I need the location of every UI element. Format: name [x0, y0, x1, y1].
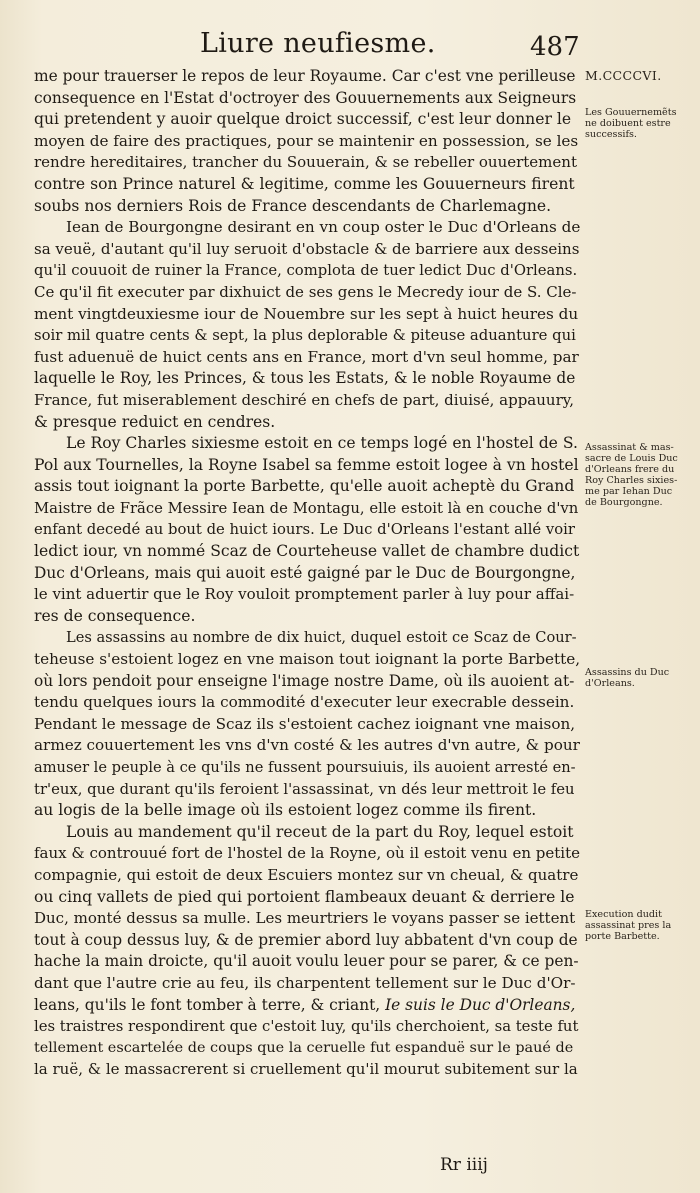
text-line-content: enfant decedé au bout de huict iours. Le Duc d'Orleans l'estant allé voir [34, 521, 575, 539]
text-line [34, 887, 580, 909]
text-line [34, 66, 580, 88]
text-line [34, 412, 580, 434]
text-line-content: soubs nos derniers Rois de France descendants de Charlemagne. [34, 196, 552, 215]
text-line [34, 390, 580, 412]
text-line-content: faux & controuué fort de l'hostel de la Royne, où il estoit venu en petite [34, 844, 580, 863]
text-line [34, 304, 580, 326]
signature-mark: Rr iiij [440, 1155, 488, 1175]
text-line [34, 951, 580, 973]
text-line-content: la ruë, & le massacrerent si cruellement qu'il mourut subitement sur la [34, 1060, 578, 1079]
text-line-content: Pol aux Tournelles, la Royne Isabel sa femme estoit logee à vn hostel [34, 455, 579, 474]
text-line-content: le vint aduertir que le Roy vouloit promptement parler à luy pour affai- [34, 585, 575, 604]
text-line [34, 908, 580, 930]
margin-note-line: Les Gouuernemẽts [585, 107, 677, 118]
text-line [34, 174, 580, 196]
text-line [34, 584, 580, 606]
text-line [34, 1059, 580, 1081]
text-line-content: tellement escartelée de coups que la ceruelle fut espanduë sur le paué de [34, 1039, 574, 1056]
margin-note-line: sacre de Louis Duc [585, 453, 678, 464]
text-line-content: ment vingtdeuxiesme iour de Nouembre sur les sept à huict heures du [34, 304, 579, 323]
text-line [34, 692, 580, 714]
text-line [34, 779, 580, 801]
text-line [34, 800, 580, 822]
text-line-content: dant que l'autre crie au feu, ils charpentent tellement sur le Duc d'Or- [34, 973, 576, 992]
text-line-content: où lors pendoit pour enseigne l'image nostre Dame, où ils auoient at- [34, 671, 575, 690]
text-line-content: tout à coup dessus luy, & de premier abord luy abbatent d'vn coup de [34, 930, 578, 949]
margin-note-line: porte Barbette. [585, 931, 660, 942]
margin-note-line: d'Orleans frere du [585, 464, 675, 475]
text-line [34, 433, 580, 455]
text-line [34, 735, 580, 757]
text-line [34, 196, 580, 218]
text-line [34, 606, 580, 628]
text-line-content: assis tout ioignant la porte Barbette, qu'elle auoit acheptè du Grand [34, 477, 575, 496]
text-line [34, 649, 580, 671]
text-line [34, 239, 580, 261]
text-line-content: rendre hereditaires, trancher du Souuerain, & se rebeller ouuertement [34, 153, 577, 172]
text-line-content: ledict iour, vn nommé Scaz de Courteheuse vallet de chambre dudict [34, 542, 580, 561]
text-line [34, 217, 580, 239]
text-line-content: Le Roy Charles sixiesme estoit en ce temps logé en l'hostel de S. [66, 434, 578, 453]
margin-note-assassins [585, 667, 697, 689]
margin-note-line: d'Orleans. [585, 678, 635, 689]
text-line [34, 498, 580, 520]
text-line [34, 1038, 580, 1060]
text-line [34, 347, 580, 369]
text-line-content: leans, qu'ils le font tomber à terre, & criant, [34, 995, 386, 1014]
text-line-content: soir mil quatre cents & sept, la plus deplorable & piteuse aduanture qui [34, 327, 576, 345]
text-line [34, 88, 580, 110]
margin-note-year [585, 70, 697, 81]
text-line-content: tendu quelques iours la commodité d'executer leur execrable dessein. [34, 693, 575, 712]
margin-note-gouvernements [585, 107, 697, 140]
text-line [34, 541, 580, 563]
text-line-content: Maistre de Frãce Messire Iean de Montagu, elle estoit là en couche d'vn [34, 499, 579, 517]
text-line [34, 325, 580, 347]
text-line-content: moyen de faire des practiques, pour se maintenir en possession, se les [34, 131, 579, 150]
text-line [34, 757, 580, 779]
margin-note-line: assassinat pres la [585, 920, 672, 931]
text-line [34, 282, 580, 304]
text-line [34, 563, 580, 585]
text-line-content: res de consequence. [34, 606, 196, 625]
margin-note-line: de Bourgongne. [585, 497, 663, 508]
text-line-content: teheuse s'estoient logez en vne maison tout ioignant la porte Barbette, [34, 650, 581, 669]
text-line-content: Pendant le message de Scaz ils s'estoient cachez ioignant vne maison, [34, 714, 576, 733]
text-line [34, 368, 580, 390]
margin-note-line: Assassinat & mas- [585, 442, 674, 453]
text-line [34, 455, 580, 477]
text-line [34, 995, 580, 1017]
text-line [34, 131, 580, 153]
text-line [34, 714, 580, 736]
text-line-content: compagnie, qui estoit de deux Escuiers montez sur vn cheual, & quatre [34, 865, 579, 884]
text-line-content: Iean de Bourgongne desirant en vn coup oster le Duc d'Orleans de [66, 218, 581, 237]
text-line-content: hache la main droicte, qu'il auoit voulu leuer pour se parer, & ce pen- [34, 952, 579, 971]
page-number: 487 [530, 32, 580, 62]
body-text [34, 66, 580, 1081]
text-line [34, 671, 580, 693]
text-line-content: contre son Prince naturel & legitime, comme les Gouuerneurs firent [34, 174, 575, 193]
text-line-content: Duc d'Orleans, mais qui auoit esté gaigné par le Duc de Bourgongne, [34, 563, 576, 582]
text-line [34, 260, 580, 282]
text-line-content: les traistres respondirent que c'estoit luy, qu'ils cherchoient, sa teste fut [34, 1018, 579, 1036]
margin-note-assassinat [585, 442, 697, 508]
text-line-content: me pour trauerser le repos de leur Royaume. Car c'est vne perilleuse [34, 67, 576, 85]
text-line-content: tr'eux, que durant qu'ils feroient l'assassinat, vn dés leur mettroit le feu [34, 780, 575, 798]
margin-note-line: M.CCCCVI. [585, 68, 662, 83]
text-line [34, 1016, 580, 1038]
text-line [34, 930, 580, 952]
margin-note-line: successifs. [585, 129, 637, 140]
text-line [34, 519, 580, 541]
text-line [34, 843, 580, 865]
margin-note-line: Execution dudit [585, 909, 662, 920]
text-line-content: laquelle le Roy, les Princes, & tous les Estats, & le noble Royaume de [34, 369, 576, 388]
text-line-content: sa veuë, d'autant qu'il luy seruoit d'obstacle & de barriere aux desseins [34, 239, 580, 258]
text-line [34, 865, 580, 887]
text-line [34, 476, 580, 498]
text-line [34, 822, 580, 844]
text-line [34, 152, 580, 174]
italic-quote: Ie suis le Duc d'Orleans, [385, 995, 576, 1014]
text-line-content: fust aduenuë de huict cents ans en France, mort d'vn seul homme, par [34, 347, 579, 366]
margin-note-line: me par Iehan Duc [585, 486, 673, 497]
text-line-content: & presque reduict en cendres. [34, 412, 276, 431]
text-line-content: Louis au mandement qu'il receut de la part du Roy, lequel estoit [66, 822, 574, 841]
text-line [34, 109, 580, 131]
text-line [34, 627, 580, 649]
text-line-content: amuser le peuple à ce qu'ils ne fussent poursuiuis, ils auoient arresté en- [34, 759, 576, 776]
text-line-content: qu'il couuoit de ruiner la France, complota de tuer ledict Duc d'Orleans. [34, 262, 578, 280]
text-line-content: consequence en l'Estat d'octroyer des Gouuernements aux Seigneurs [34, 88, 577, 107]
text-line-content: Ce qu'il fit executer par dixhuict de ses gens le Mecredy iour de S. Cle- [34, 282, 577, 301]
text-line-content: Les assassins au nombre de dix huict, duquel estoit ce Scaz de Cour- [66, 629, 577, 647]
margin-note-line: Assassins du Duc [585, 667, 670, 678]
page-header [0, 22, 700, 72]
text-line-content: armez couuertement les vns d'vn costé & les autres d'vn autre, & pour [34, 736, 580, 755]
text-line-content: Duc, monté dessus sa mulle. Les meurtriers le voyans passer se iettent [34, 909, 576, 928]
running-head: Liure neufiesme. [200, 28, 436, 59]
margin-note-line: Roy Charles sixies- [585, 475, 678, 486]
text-line-content: au logis de la belle image où ils estoient logez comme ils firent. [34, 801, 537, 820]
text-line [34, 973, 580, 995]
text-line-content: qui pretendent y auoir quelque droict successif, c'est leur donner le [34, 110, 572, 129]
text-line-content: France, fut miserablement deschiré en chefs de part, diuisé, appauury, [34, 390, 574, 409]
text-line-content: ou cinq vallets de pied qui portoient flambeaux deuant & derriere le [34, 887, 575, 906]
margin-note-line: ne doibuent estre [585, 118, 671, 129]
margin-note-execution [585, 909, 697, 942]
